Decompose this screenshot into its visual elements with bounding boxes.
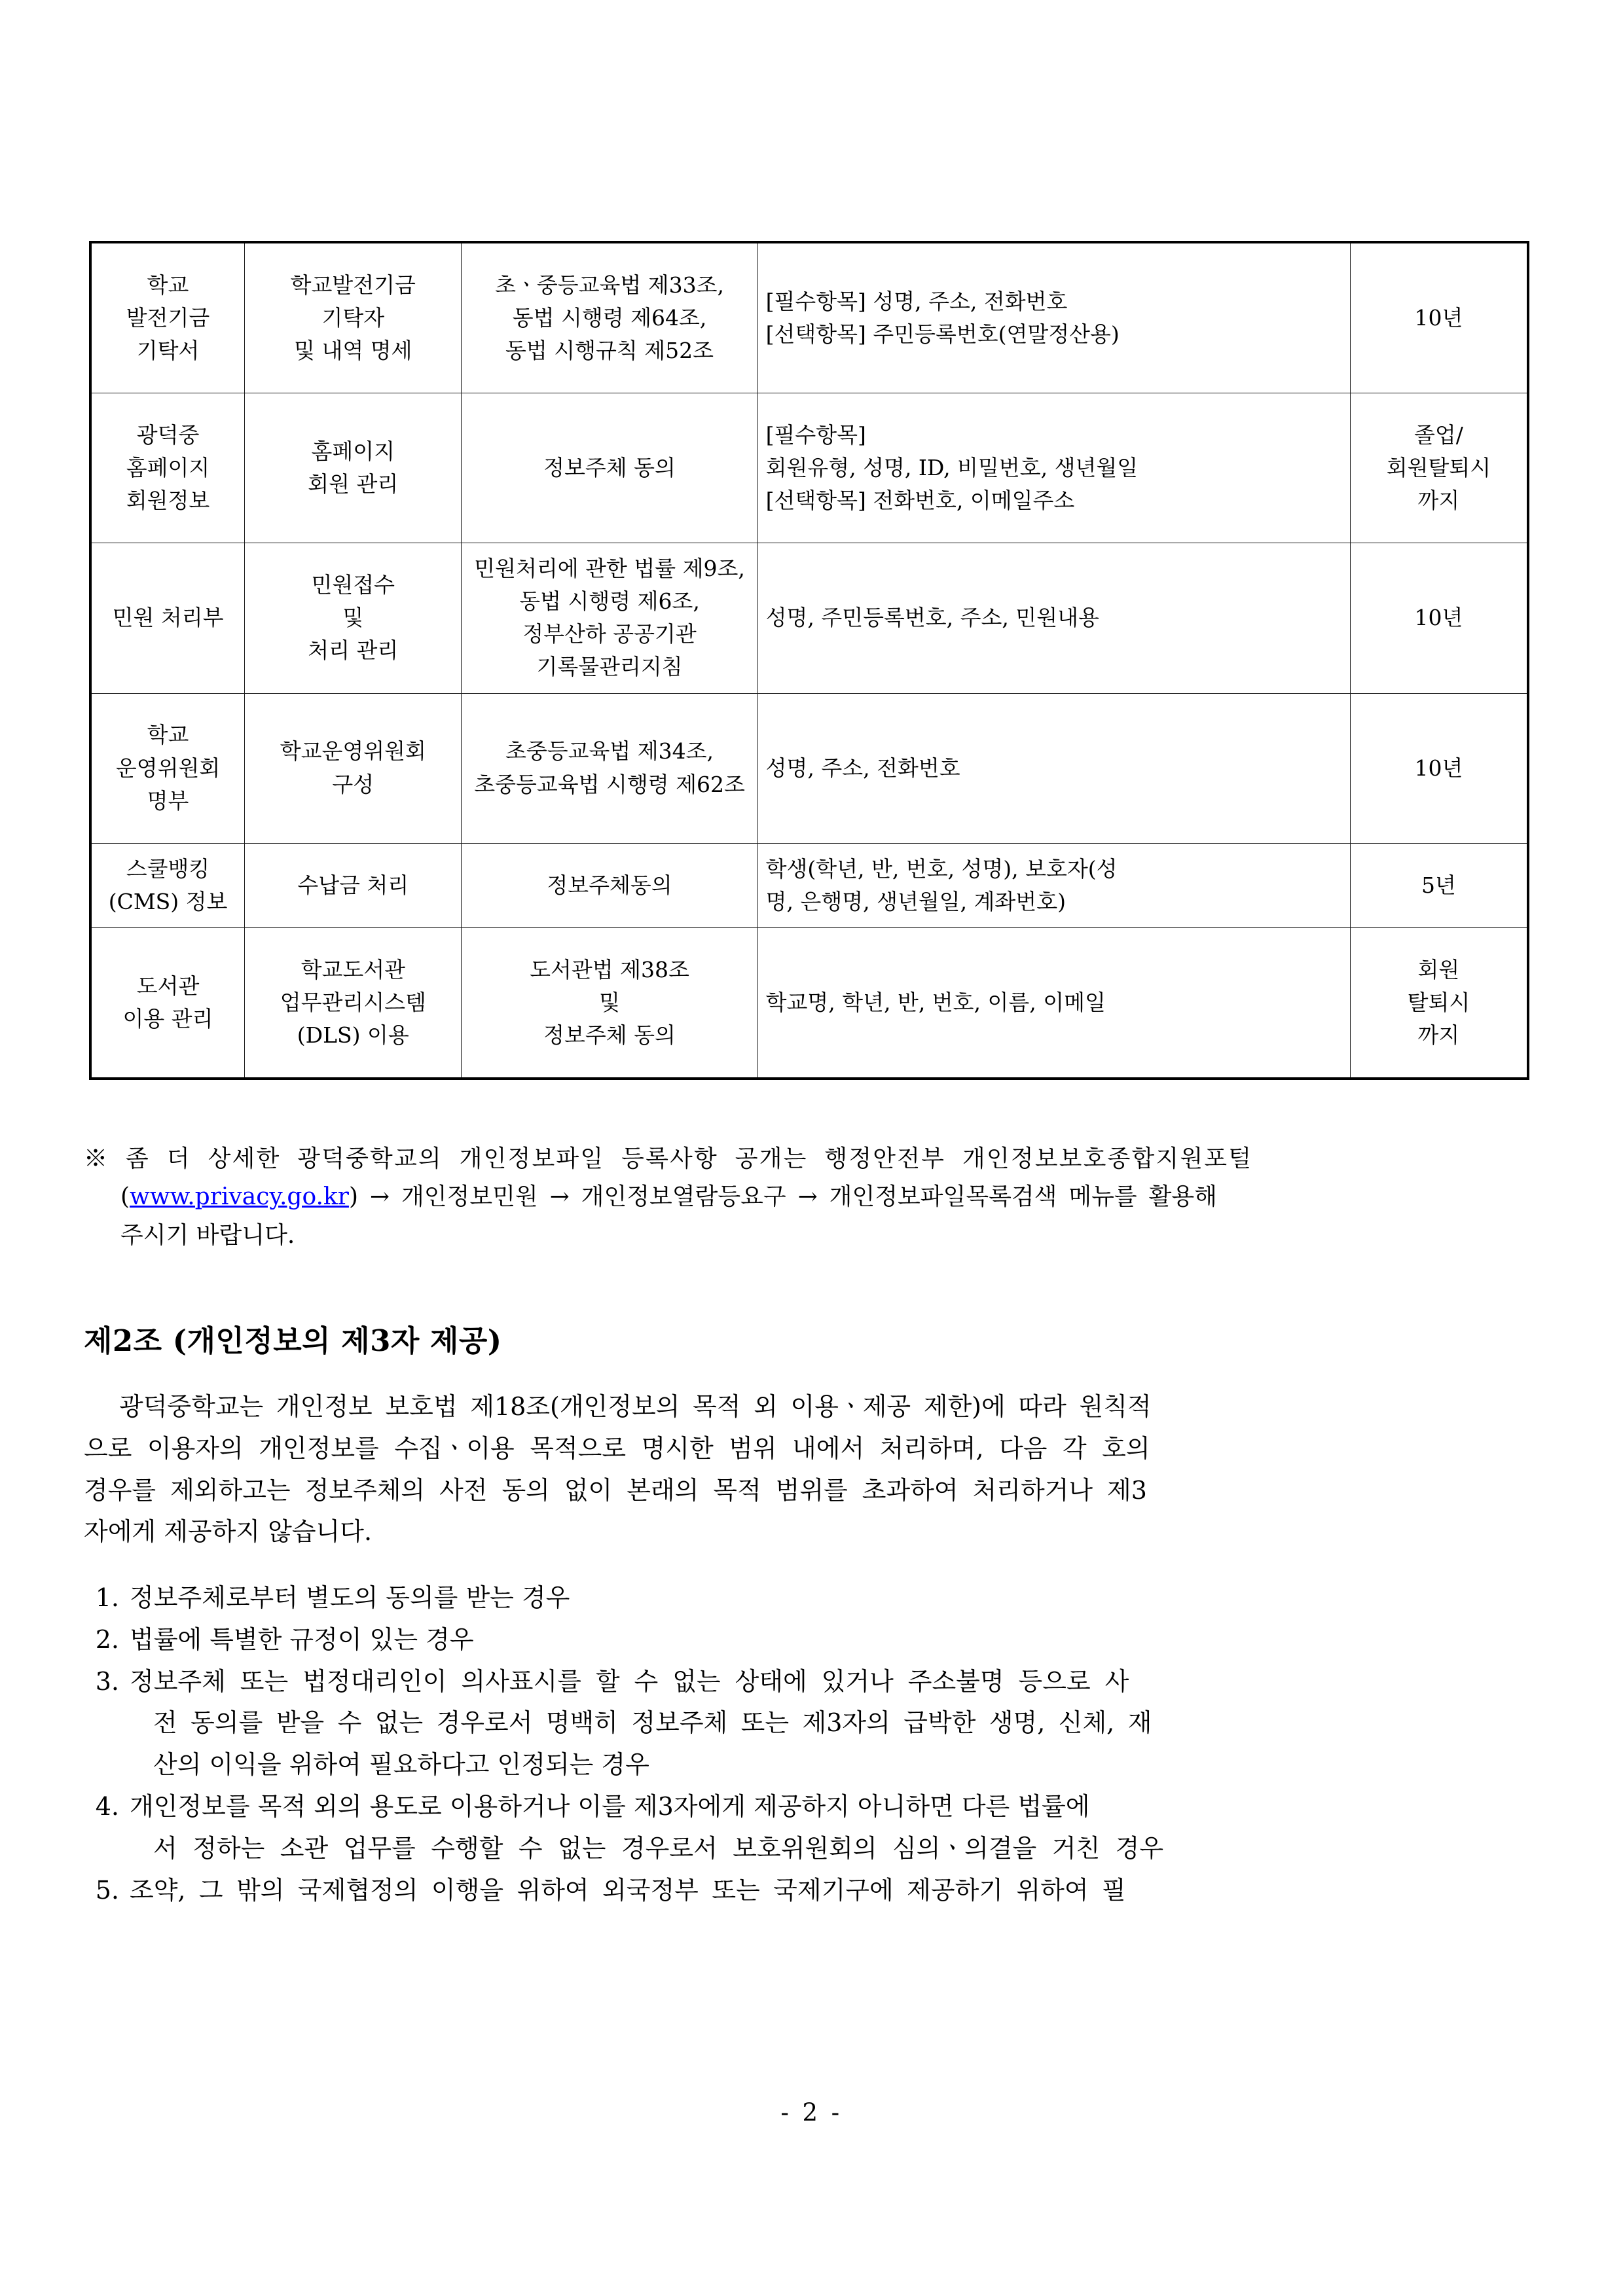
text-line: 및 <box>342 605 364 631</box>
cell-items <box>757 927 1350 1079</box>
text-line: [선택항목] 주민등록번호(연말정산용) <box>765 321 1120 347</box>
text-line: 동법 시행령 제64조, <box>512 304 707 331</box>
cell-purpose <box>245 543 462 694</box>
list-item <box>84 1870 1534 1912</box>
text-line: 기탁자 <box>321 304 385 331</box>
cell-retention-period <box>1350 843 1528 927</box>
text-line: [선택항목] 전화번호, 이메일주소 <box>765 488 1075 514</box>
text-line: [필수항목] 성명, 주소, 전화번호 <box>765 288 1068 314</box>
text-line: 도서관 <box>136 973 200 999</box>
text-line: 초중등교육법 시행령 제62조 <box>474 771 745 797</box>
text-line: 까지 <box>1417 488 1460 514</box>
text-line: 회원정보 <box>126 488 210 514</box>
section-body-paragraph <box>84 1386 1534 1553</box>
list-item-body <box>130 1870 1534 1912</box>
text-line: 도서관법 제38조 <box>530 956 689 982</box>
cell-retention-period <box>1350 927 1528 1079</box>
text-line: 민원 처리부 <box>112 605 224 631</box>
text-line: 기탁서 <box>136 338 200 364</box>
cell-items <box>757 843 1350 927</box>
text-line: 발전기금 <box>126 304 210 331</box>
text-line: 기록물관리지침 <box>536 654 683 680</box>
cell-purpose <box>245 927 462 1079</box>
cell-items <box>757 543 1350 694</box>
cell-items <box>757 693 1350 843</box>
cell-legal-basis <box>462 543 757 694</box>
cell-retention-period <box>1350 543 1528 694</box>
cell-purpose <box>245 693 462 843</box>
paragraph-line: 으로 이용자의 개인정보를 수집ㆍ이용 목적으로 명시한 범위 내에서 처리하며, 다음 각 호의 <box>84 1433 1150 1463</box>
text-line: 수납금 처리 <box>297 872 409 898</box>
cell-file-name <box>90 927 245 1079</box>
cell-legal-basis <box>462 927 757 1079</box>
text-line: 회원 <box>1417 956 1460 982</box>
list-line: 서 정하는 소관 업무를 수행할 수 없는 경우로서 보호위원회의 심의ㆍ의결을 거친 경우 <box>153 1833 1164 1863</box>
cell-legal-basis <box>462 693 757 843</box>
cell-legal-basis <box>462 843 757 927</box>
list-line: 산의 이익을 위하여 필요하다고 인정되는 경우 <box>153 1750 649 1780</box>
text-line: 처리 관리 <box>308 637 399 664</box>
paren-open: ( <box>120 1183 130 1211</box>
cell-purpose <box>245 843 462 927</box>
table-row <box>90 393 1528 543</box>
text-line: 학교운영위원회 <box>280 738 426 764</box>
table-row <box>90 927 1528 1079</box>
text-line: 정보주체 동의 <box>543 454 676 480</box>
list-marker: 3. <box>95 1666 119 1696</box>
cell-items <box>757 242 1350 393</box>
list-item-body <box>130 1786 1534 1870</box>
text-line: 홈페이지 <box>126 454 210 480</box>
cell-legal-basis <box>462 393 757 543</box>
text-line: 민원접수 <box>311 572 395 598</box>
list-line: 정보주체 또는 법정대리인이 의사표시를 할 수 없는 상태에 있거나 주소불명 등으로 사 <box>130 1666 1129 1696</box>
list-item-body <box>130 1619 1534 1661</box>
text-line: 학교 <box>147 722 189 748</box>
list-marker: 4. <box>95 1792 119 1821</box>
text-line: (DLS) 이용 <box>297 1022 409 1049</box>
table-row <box>90 242 1528 393</box>
text-line: 스쿨뱅킹 <box>126 855 210 882</box>
footnote-text: 주시기 바랍니다. <box>120 1221 295 1249</box>
list-item <box>84 1786 1534 1870</box>
paragraph-line: 자에게 제공하지 않습니다. <box>84 1517 373 1547</box>
list-item-body <box>130 1661 1534 1786</box>
text-line: 회원유형, 성명, ID, 비밀번호, 생년월일 <box>765 454 1139 480</box>
footnote-line-1 <box>84 1140 1534 1178</box>
text-line: 학교발전기금 <box>290 272 416 298</box>
table-row <box>90 693 1528 843</box>
text-line: 성명, 주민등록번호, 주소, 민원내용 <box>765 605 1099 631</box>
cell-purpose <box>245 393 462 543</box>
text-line: 정보주체 동의 <box>543 1022 676 1049</box>
footnote-line-3 <box>84 1217 1534 1255</box>
list-item <box>84 1661 1534 1786</box>
text-line: 이용 관리 <box>122 1005 213 1031</box>
list-item <box>84 1619 1534 1661</box>
table-row <box>90 543 1528 694</box>
table-body <box>90 242 1528 1079</box>
list-marker: 2. <box>95 1624 119 1654</box>
text-line: 동법 시행령 제6조, <box>519 588 700 615</box>
page-number-footer: - 2 - <box>780 2098 843 2126</box>
text-line: 성명, 주소, 전화번호 <box>765 755 960 781</box>
text-line: 광덕중 <box>136 422 200 448</box>
text-line: 운영위원회 <box>115 755 221 781</box>
privacy-portal-link[interactable]: www.privacy.go.kr <box>130 1183 349 1211</box>
cell-file-name <box>90 543 245 694</box>
list-marker: 5. <box>95 1875 119 1905</box>
cell-retention-period <box>1350 393 1528 543</box>
list-line: 조약, 그 밖의 국제협정의 이행을 위하여 외국정부 또는 국제기구에 제공하기 위하여 필 <box>130 1875 1126 1905</box>
text-line: 5년 <box>1421 872 1456 898</box>
exception-list <box>84 1577 1534 1912</box>
text-line: 민원처리에 관한 법률 제9조, <box>474 556 745 581</box>
cell-retention-period <box>1350 693 1528 843</box>
cell-file-name <box>90 393 245 543</box>
text-line: 초ㆍ중등교육법 제33조, <box>495 272 724 298</box>
text-line: 학교 <box>147 272 189 298</box>
list-marker: 1. <box>95 1583 119 1612</box>
footnote-text: 좀 더 상세한 광덕중학교의 개인정보파일 등록사항 공개는 행정안전부 개인정보보호종합지원포털 <box>126 1145 1253 1172</box>
list-line: 법률에 특별한 규정이 있는 경우 <box>130 1624 474 1654</box>
text-line: 명, 은행명, 생년월일, 계좌번호) <box>765 888 1066 914</box>
text-line: 10년 <box>1414 605 1463 631</box>
footnote-line-2 <box>84 1178 1534 1216</box>
section-heading-article-2: 제2조 (개인정보의 제3자 제공) <box>84 1323 502 1358</box>
cell-file-name <box>90 843 245 927</box>
text-line: 및 내역 명세 <box>294 338 412 364</box>
text-line: 및 <box>599 989 620 1015</box>
cell-legal-basis <box>462 242 757 393</box>
list-line: 전 동의를 받을 수 없는 경우로서 명백히 정보주체 또는 제3자의 급박한 생명, 신체, 재 <box>153 1708 1152 1738</box>
text-line: 학생(학년, 반, 번호, 성명), 보호자(성 <box>765 855 1118 882</box>
text-line: 10년 <box>1414 304 1463 331</box>
text-line: 홈페이지 <box>311 438 395 464</box>
list-line: 정보주체로부터 별도의 동의를 받는 경우 <box>130 1583 570 1612</box>
text-line: 정부산하 공공기관 <box>522 621 697 647</box>
text-line: 초중등교육법 제34조, <box>505 738 714 764</box>
table-row <box>90 843 1528 927</box>
text-line: 졸업/ <box>1414 422 1463 448</box>
list-item-body <box>130 1577 1534 1619</box>
text-line: 업무관리시스템 <box>280 989 426 1015</box>
cell-file-name <box>90 693 245 843</box>
text-line: 명부 <box>147 787 189 814</box>
text-line: 회원 관리 <box>308 471 399 497</box>
text-line: 학교도서관 <box>301 956 405 982</box>
privacy-file-table <box>89 241 1529 1080</box>
text-line: [필수항목] <box>765 422 866 448</box>
text-line: 까지 <box>1417 1022 1460 1049</box>
text-line: 구성 <box>332 771 374 797</box>
list-line: 개인정보를 목적 외의 용도로 이용하거나 이를 제3자에게 제공하지 아니하면 다른 법률에 <box>130 1792 1090 1821</box>
cell-items <box>757 393 1350 543</box>
list-item <box>84 1577 1534 1619</box>
cell-retention-period <box>1350 242 1528 393</box>
paragraph-line: 광덕중학교는 개인정보 보호법 제18조(개인정보의 목적 외 이용ㆍ제공 제한)에 따라 원칙적 <box>119 1392 1152 1421</box>
text-line: 탈퇴시 <box>1407 989 1470 1015</box>
cell-file-name <box>90 242 245 393</box>
text-line: 회원탈퇴시 <box>1386 454 1491 480</box>
note-marker: ※ <box>84 1145 109 1172</box>
text-line: 정보주체동의 <box>547 872 672 898</box>
cell-purpose <box>245 242 462 393</box>
text-line: 학교명, 학년, 반, 번호, 이름, 이메일 <box>765 989 1106 1015</box>
text-line: 동법 시행규칙 제52조 <box>505 338 714 364</box>
table-footnote <box>84 1140 1534 1255</box>
paragraph-line: 경우를 제외하고는 정보주체의 사전 동의 없이 본래의 목적 범위를 초과하여 처리하거나 제3 <box>84 1475 1147 1505</box>
footnote-path-text: ) → 개인정보민원 → 개인정보열람등요구 → 개인정보파일목록검색 메뉴를 활용해 <box>348 1183 1217 1211</box>
text-line: 10년 <box>1414 755 1463 781</box>
text-line: (CMS) 정보 <box>108 888 228 914</box>
